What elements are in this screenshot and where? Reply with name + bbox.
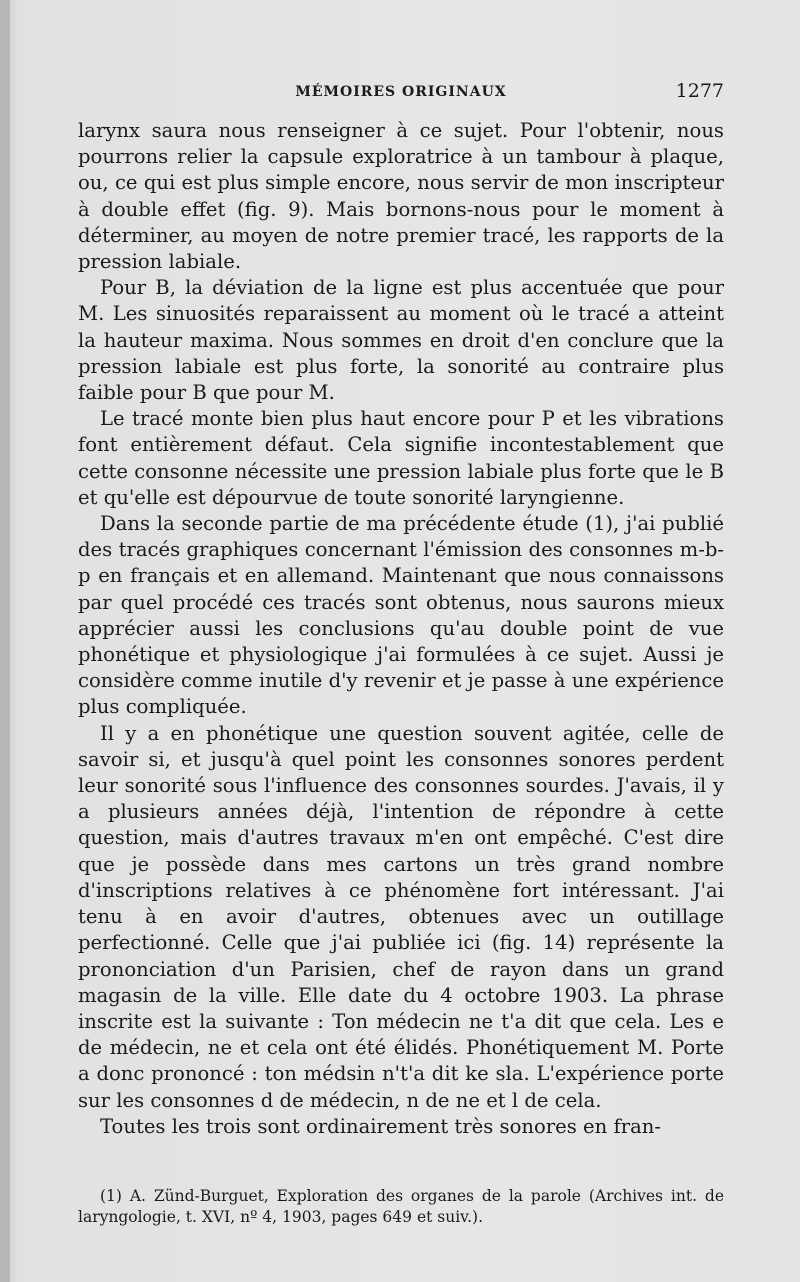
footnote: (1) A. Zünd-Burguet, Exploration des organes de la parole (Archives int. de laryngologie, t. XVI, nº 4, 1903, pages 649 et suiv.). xyxy=(78,1187,724,1226)
paragraph-3: Le tracé monte bien plus haut encore pour P et les vibrations font entièrement défaut. Cela signifie incontestablement que cette consonne nécessite une pression labiale plus forte que le B et qu'elle est dépourvue de toute sonorité laryngienne. xyxy=(78,407,724,509)
paragraph-5: Il y a en phonétique une question souvent agitée, celle de savoir si, et jusqu'à quel point les consonnes sonores perdent leur sonorité sous l'influence des consonnes sourdes. J'avais, il y a plusieurs années déjà, l'intention de répondre à cette question, mais d'autres travaux m'en ont empêché. C'est dire que je possède dans mes cartons un très grand nombre d'inscriptions relatives à ce phénomène fort intéressant. J'ai tenu à en avoir d'autres, obtenues avec un outillage perfectionné. Celle que j'ai publiée ici (fig. 14) représente la prononciation d'un Parisien, chef de rayon dans un grand magasin de la ville. Elle date du 4 octobre 1903. La phrase inscrite est la suivante : Ton médecin ne t'a dit que cela. Les e de médecin, ne et cela ont été élidés. Phonétiquement M. Porte a donc prononcé : ton médsin n't'a dit ke sla. L'expérience porte sur les consonnes d de médecin, n de ne et l de cela. xyxy=(78,721,724,1112)
paragraph-4: Dans la seconde partie de ma précédente étude (1), j'ai publié des tracés graphiques concernant l'émission des consonnes m-b-p en français et en allemand. Maintenant que nous connaissons par quel procédé ces tracés sont obtenus, nous saurons mieux apprécier aussi les conclusions qu'au double point de vue phonétique et physiologique j'ai formulées à ce sujet. Aussi je considère comme inutile d'y revenir et je passe à une expérience plus compliquée. xyxy=(78,512,724,719)
page-number: 1277 xyxy=(675,80,724,102)
page-header xyxy=(78,80,724,104)
paragraph-2: Pour B, la déviation de la ligne est plus accentuée que pour M. Les sinuosités reparaissent au moment où le tracé a atteint la hauteur maxima. Nous sommes en droit d'en conclure que la pression labiale est plus forte, la sonorité au contraire plus faible pour B que pour M. xyxy=(78,276,724,405)
page-gutter-shadow xyxy=(0,0,10,1282)
paragraph-1: larynx saura nous renseigner à ce sujet. Pour l'obtenir, nous pourrons relier la capsule exploratrice à un tambour à plaque, ou, ce qui est plus simple encore, nous servir de mon inscripteur à double effet (fig. 9). Mais bornons-nous pour le moment à déterminer, au moyen de notre premier tracé, les rapports de la pression labiale. xyxy=(78,119,724,274)
body-text xyxy=(78,118,724,1140)
paragraph-6: Toutes les trois sont ordinairement très sonores en fran- xyxy=(100,1114,662,1138)
running-head: MÉMOIRES ORIGINAUX xyxy=(295,84,507,100)
